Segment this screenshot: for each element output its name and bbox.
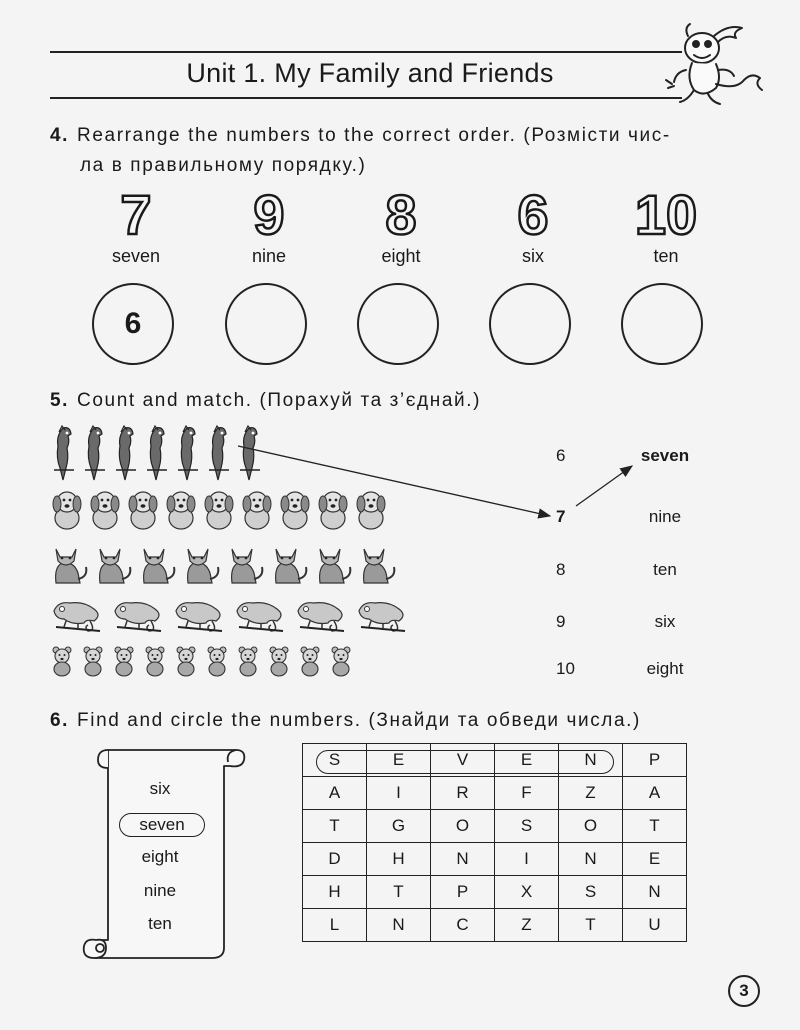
dog-icon	[164, 488, 198, 530]
cat-row	[50, 543, 402, 585]
grid-cell[interactable]: O	[559, 810, 623, 843]
task4-word: six	[522, 246, 544, 266]
grid-cell[interactable]: E	[367, 744, 431, 777]
grid-cell[interactable]: F	[495, 777, 559, 810]
grid-cell[interactable]: P	[623, 744, 687, 777]
task5-number: 5.	[50, 390, 70, 411]
grid-cell[interactable]: S	[559, 876, 623, 909]
grid-row	[303, 843, 687, 876]
match-word: six	[654, 612, 676, 631]
cat-icon	[50, 543, 90, 585]
bear-icon	[236, 645, 260, 677]
task4-number-card	[214, 183, 324, 267]
match-number: 8	[556, 560, 566, 579]
task6-instruction	[50, 706, 641, 736]
grid-cell[interactable]: X	[495, 876, 559, 909]
grid-cell[interactable]: S	[495, 810, 559, 843]
grid-cell[interactable]: A	[623, 777, 687, 810]
grid-cell[interactable]: Z	[495, 909, 559, 942]
dog-icon	[126, 488, 160, 530]
bear-icon	[143, 645, 167, 677]
grid-cell[interactable]: P	[431, 876, 495, 909]
task4-instruction	[50, 121, 671, 181]
page-number: 3	[728, 975, 760, 1007]
grid-cell[interactable]: E	[623, 843, 687, 876]
grid-row	[303, 876, 687, 909]
cat-icon	[314, 543, 354, 585]
parrot-icon	[174, 424, 200, 482]
grid-cell[interactable]: N	[559, 843, 623, 876]
task4-word: seven	[111, 246, 161, 266]
task4-word: nine	[251, 246, 287, 266]
task5-instruction-text: Count and match. (Порахуй та з’єднай.)	[77, 390, 482, 411]
task4-number-card	[81, 183, 191, 267]
cat-icon	[226, 543, 266, 585]
grid-row	[303, 744, 687, 777]
grid-cell[interactable]: U	[623, 909, 687, 942]
answer-circle[interactable]	[225, 283, 307, 365]
dog-icon	[240, 488, 274, 530]
grid-row	[303, 777, 687, 810]
grid-cell[interactable]: N	[367, 909, 431, 942]
bear-icon	[298, 645, 322, 677]
task4-number-card	[478, 183, 588, 267]
task4-digit: 9	[253, 183, 285, 246]
task4-instruction-line1: Rearrange the numbers to the correct order. (Розмісти чис-	[77, 125, 671, 146]
chameleon-icon	[172, 597, 228, 635]
grid-cell[interactable]: T	[367, 876, 431, 909]
chameleon-icon	[355, 597, 411, 635]
bear-icon	[50, 645, 74, 677]
match-word: seven	[640, 446, 690, 465]
header-top-rule	[50, 51, 682, 53]
dog-icon	[316, 488, 350, 530]
word-search-grid	[302, 743, 687, 942]
cat-icon	[94, 543, 134, 585]
grid-cell[interactable]: G	[367, 810, 431, 843]
scroll-word: ten	[148, 914, 172, 933]
bear-icon	[112, 645, 136, 677]
match-word: nine	[648, 507, 682, 526]
answer-circle[interactable]	[621, 283, 703, 365]
grid-cell[interactable]: D	[303, 843, 367, 876]
grid-cell[interactable]: A	[303, 777, 367, 810]
grid-cell[interactable]: S	[303, 744, 367, 777]
match-word: ten	[653, 560, 677, 579]
match-number: 10	[556, 659, 575, 678]
scroll-word: six	[149, 779, 171, 798]
match-word: eight	[646, 659, 684, 678]
bear-row	[50, 645, 360, 677]
grid-cell[interactable]: O	[431, 810, 495, 843]
header-bottom-rule	[50, 97, 682, 99]
grid-cell[interactable]: T	[623, 810, 687, 843]
bear-icon	[205, 645, 229, 677]
grid-cell[interactable]: T	[303, 810, 367, 843]
task4-instruction-line2: ла в правильному порядку.)	[80, 155, 367, 176]
bear-icon	[267, 645, 291, 677]
bear-icon	[329, 645, 353, 677]
scroll-word-circled: seven	[119, 813, 205, 837]
task5-instruction	[50, 386, 481, 416]
match-number: 6	[556, 446, 566, 465]
answer-circle[interactable]	[489, 283, 571, 365]
bear-icon	[81, 645, 105, 677]
task4-digit: 7	[120, 183, 152, 246]
dragon-icon	[662, 18, 770, 108]
task4-word: eight	[381, 246, 421, 266]
dog-icon	[50, 488, 84, 530]
grid-row	[303, 909, 687, 942]
task4-number-card	[346, 183, 456, 267]
parrot-icon	[81, 424, 107, 482]
chameleon-icon	[111, 597, 167, 635]
dog-row	[50, 488, 392, 530]
grid-cell[interactable]: L	[303, 909, 367, 942]
cat-icon	[182, 543, 222, 585]
grid-cell[interactable]: R	[431, 777, 495, 810]
grid-cell[interactable]: V	[431, 744, 495, 777]
grid-cell[interactable]: N	[559, 744, 623, 777]
parrot-row	[50, 424, 267, 482]
grid-cell[interactable]: H	[303, 876, 367, 909]
answer-circle[interactable]	[357, 283, 439, 365]
grid-cell[interactable]: T	[559, 909, 623, 942]
grid-cell[interactable]: I	[495, 843, 559, 876]
grid-row	[303, 810, 687, 843]
parrot-icon	[236, 424, 262, 482]
match-number: 9	[556, 612, 566, 631]
match-line-seven	[576, 466, 632, 506]
parrot-icon	[205, 424, 231, 482]
chameleon-icon	[294, 597, 350, 635]
dog-icon	[354, 488, 388, 530]
parrot-icon	[143, 424, 169, 482]
unit-title: Unit 1. My Family and Friends	[186, 58, 554, 88]
task4-word: ten	[653, 246, 679, 266]
chameleon-row	[50, 597, 416, 635]
scroll-word: nine	[143, 881, 177, 900]
grid-cell[interactable]: I	[367, 777, 431, 810]
task4-digit: 8	[385, 183, 417, 246]
match-number: 7	[556, 507, 566, 526]
dog-icon	[88, 488, 122, 530]
task4-digit: 6	[517, 183, 549, 246]
chameleon-icon	[233, 597, 289, 635]
cat-icon	[270, 543, 310, 585]
bear-icon	[174, 645, 198, 677]
grid-cell[interactable]: N	[431, 843, 495, 876]
parrot-icon	[50, 424, 76, 482]
grid-cell[interactable]: N	[623, 876, 687, 909]
cat-icon	[358, 543, 398, 585]
answer-circle[interactable]: 6	[92, 283, 174, 365]
scroll-word: eight	[141, 847, 179, 866]
task6-instruction-text: Find and circle the numbers. (Знайди та обведи числа.)	[77, 710, 641, 731]
dog-icon	[202, 488, 236, 530]
task4-number: 4.	[50, 125, 70, 146]
grid-cell[interactable]: E	[495, 744, 559, 777]
grid-cell[interactable]: H	[367, 843, 431, 876]
grid-cell[interactable]: C	[431, 909, 495, 942]
chameleon-icon	[50, 597, 106, 635]
grid-cell[interactable]: Z	[559, 777, 623, 810]
parrot-icon	[112, 424, 138, 482]
cat-icon	[138, 543, 178, 585]
dog-icon	[278, 488, 312, 530]
task6-number: 6.	[50, 710, 70, 731]
task4-digit: 10	[634, 183, 698, 246]
task4-number-card	[611, 183, 721, 267]
